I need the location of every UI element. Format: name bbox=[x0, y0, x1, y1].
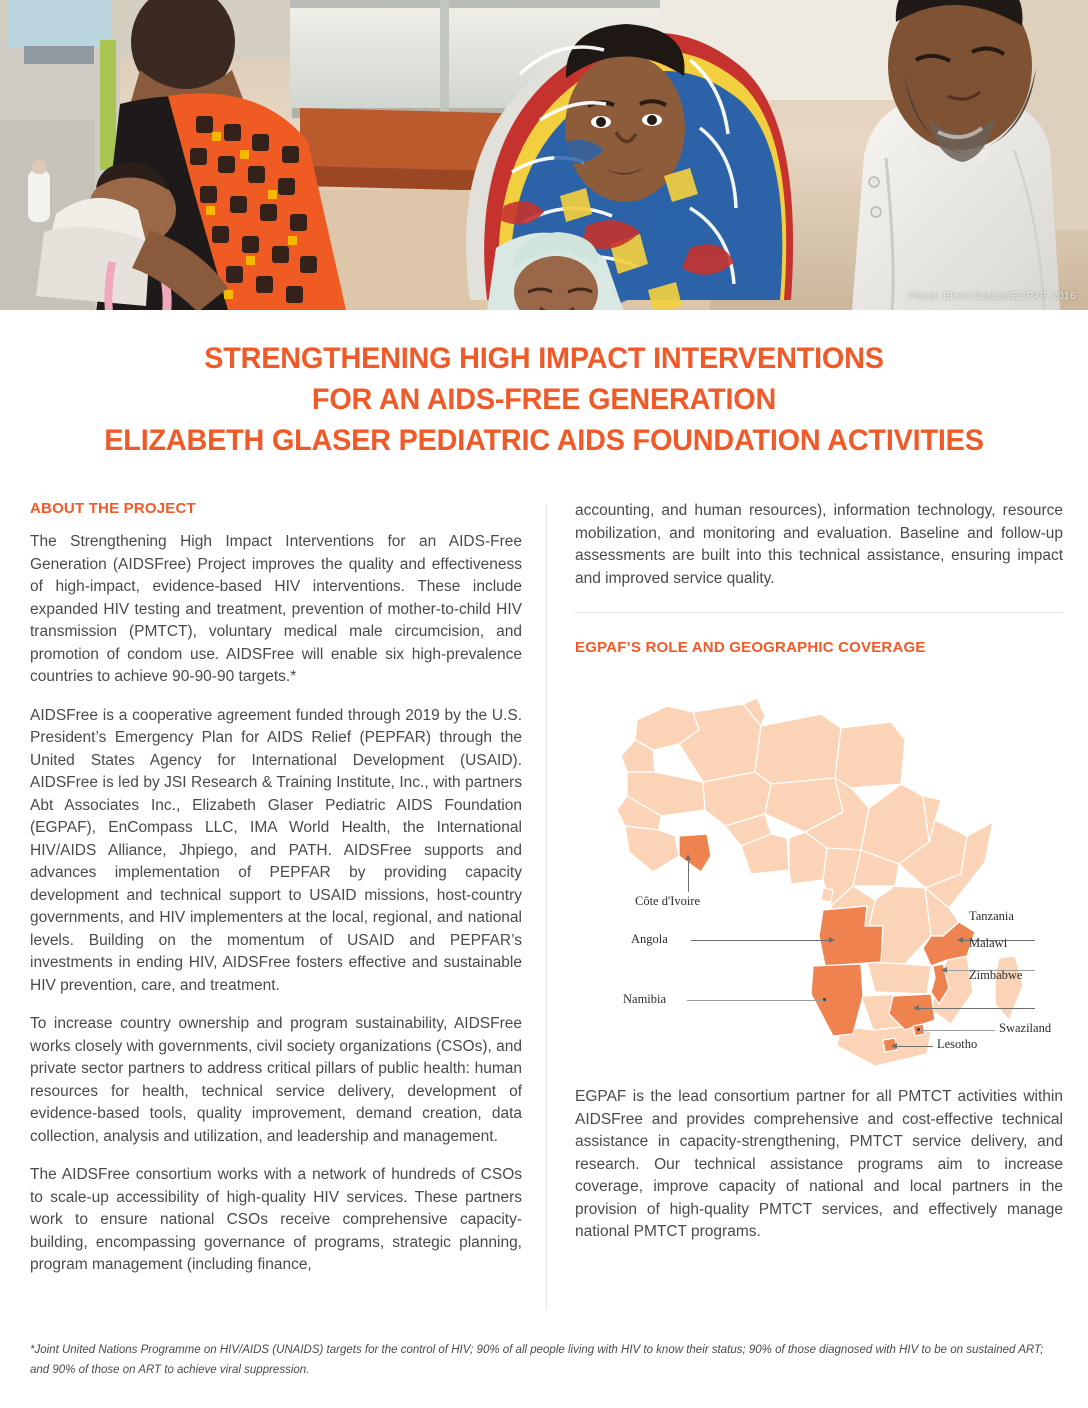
egpaf-role-paragraph: EGPAF is the lead consortium partner for all PMTCT activities within AIDSFree and provides comprehensive and cost-effective technical assistance in capacity-strengthening, PMTCT service delivery, and research. Our technical assistance programs aim to increase coverage, improve capacity of national and local partners in the provision of high-quality PMTCT services, and effectively manage national PMTCT programs. bbox=[575, 1088, 1063, 1240]
right-column bbox=[575, 500, 1063, 1244]
map-label-zimbabwe: Zimbabwe bbox=[969, 968, 1023, 982]
leader-dot-swaziland bbox=[917, 1028, 920, 1031]
leader-namibia bbox=[687, 1000, 825, 1001]
map-label-swaziland: Swaziland bbox=[999, 1021, 1052, 1035]
section-rule bbox=[575, 612, 1063, 613]
egpaf-role-heading: EGPAF’S ROLE AND GEOGRAPHIC COVERAGE bbox=[575, 639, 926, 656]
about-the-project-heading: ABOUT THE PROJECT bbox=[30, 500, 196, 517]
content-columns bbox=[0, 500, 1088, 1312]
map-label-malawi: Malawi bbox=[969, 936, 1008, 950]
leader-zimbabwe bbox=[919, 1008, 1035, 1009]
footnote: *Joint United Nations Programme on HIV/AIDS (UNAIDS) targets for the control of HIV; 90% of all people living with HIV to know their status; 90% of those diagnosed with HIV to be on sustained ART; and 90% of those on ART to achieve viral suppression. bbox=[30, 1344, 1044, 1376]
leader-lesotho bbox=[897, 1046, 933, 1047]
continued-paragraph: accounting, and human resources), information technology, resource mobilization, and monitoring and evaluation. Baseline and follow-up assessments are built into this technical assistance, ensuring impact and improved service quality. bbox=[575, 502, 1063, 587]
about-paragraph-1: The Strengthening High Impact Interventions for an AIDS-Free Generation (AIDSFree) Project improves the quality and effectiveness of high-impact, evidence-based HIV interventions. These include expanded HIV testing and treatment, prevention of mother-to-child HIV transmission (PMTCT), voluntary medical male circumcision, and promotion of condom use. AIDSFree will enable six high-prevalence countries to achieve 90-90-90 targets.* bbox=[30, 533, 522, 685]
map-label-angola: Angola bbox=[631, 932, 668, 946]
arrowhead-malawi bbox=[941, 967, 947, 973]
title-line-1: STRENGTHENING HIGH IMPACT INTERVENTIONS bbox=[204, 342, 884, 375]
arrowhead-cote-divoire bbox=[685, 854, 691, 860]
photo-credit: Photo: Elena Grabor/EGPAF, 2016 bbox=[908, 290, 1076, 302]
arrowhead-zimbabwe bbox=[913, 1005, 919, 1011]
left-column bbox=[30, 500, 522, 1277]
title-line-2: FOR AN AIDS-FREE GENERATION bbox=[311, 383, 777, 416]
map-label-tanzania: Tanzania bbox=[969, 909, 1014, 923]
about-paragraph-3: To increase country ownership and program sustainability, AIDSFree works closely with governments, civil society organizations (CSOs), and private sector partners to address critical pillars of public health: human resources for health, technical service delivery, development of evidence-based tools, quality improvement, demand creation, data collection, analysis and utilization, and leadership and management. bbox=[30, 1015, 522, 1145]
map-label-lesotho: Lesotho bbox=[937, 1037, 978, 1051]
arrowhead-angola bbox=[829, 937, 835, 943]
header-photo-illustration bbox=[0, 0, 1088, 310]
map-label-cote-divoire: Côte d'Ivoire bbox=[635, 894, 701, 908]
arrowhead-tanzania bbox=[957, 937, 963, 943]
about-paragraph-4: The AIDSFree consortium works with a network of hundreds of CSOs to scale-up accessibility of high-quality HIV services. These partners work to ensure national CSOs receive comprehensive capacity-building, encompassing governance of programs, strategic planning, program management (including finance, bbox=[30, 1166, 522, 1273]
about-paragraph-2: AIDSFree is a cooperative agreement funded through 2019 by the U.S. President’s Emergency Plan for AIDS Relief (PEPFAR) through the United States Agency for International Development (USAID). AIDSFree is led by JSI Research & Training Institute, Inc., with partners Abt Associates Inc., Elizabeth Glaser Pediatric AIDS Foundation (EGPAF), EnCompass LLC, IMA World Health, the International HIV/AIDS Alliance, Jhpiego, and PATH. AIDSFree supports and advances implementation of PEPFAR by providing capacity development and technical support to USAID missions, host-country governments, and HIV implementers at the local, regional, and national levels. Building on the momentum of USAID and PEPFAR’s investments in ending HIV, AIDSFree fosters effective and sustainable HIV prevention, care, and treatment. bbox=[30, 706, 522, 994]
column-divider bbox=[546, 504, 547, 1310]
leader-swaziland bbox=[921, 1030, 995, 1031]
leader-cote-divoire bbox=[688, 860, 689, 892]
map-label-namibia: Namibia bbox=[623, 992, 667, 1006]
arrowhead-lesotho bbox=[891, 1043, 897, 1049]
header-photo bbox=[0, 0, 1088, 310]
africa-coverage-map bbox=[575, 674, 1063, 1074]
title-line-3: ELIZABETH GLASER PEDIATRIC AIDS FOUNDATION ACTIVITIES bbox=[104, 424, 984, 457]
leader-angola bbox=[691, 940, 831, 941]
map-country-cote-divoire bbox=[679, 834, 711, 872]
leader-dot-namibia bbox=[823, 998, 826, 1001]
page-title bbox=[0, 338, 1088, 461]
